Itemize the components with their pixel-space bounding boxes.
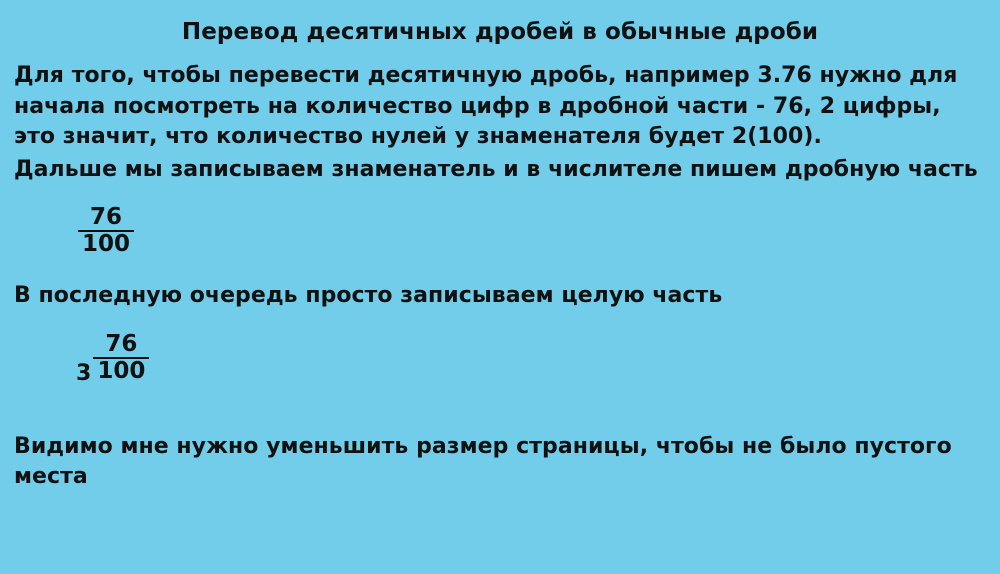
paragraph-whole-part-step: В последную очередь просто записываем целую часть xyxy=(14,283,723,308)
fraction-example-2 xyxy=(14,322,986,394)
fraction-1 xyxy=(78,206,134,256)
fraction-example-1 xyxy=(14,195,986,267)
paragraph-intro: Для того, чтобы перевести десятичную дробь, например 3.76 нужно для начала посмотреть на количество цифр в дробной части - 76, 2 цифры, это значит, что количество нулей у знаменателя будет 2(100). xyxy=(14,63,958,149)
fraction-1-denominator: 100 xyxy=(82,231,131,257)
paragraph-denominator-step: Дальше мы записываем знаменатель и в числителе пишем дробную часть xyxy=(14,156,978,182)
paragraph-note: Видимо мне нужно уменьшить размер страницы, чтобы не было пустого места xyxy=(14,433,952,489)
fraction-1-numerator: 76 xyxy=(90,204,123,230)
fraction-2-numerator: 76 xyxy=(105,330,138,357)
spacer xyxy=(14,394,986,412)
fraction-2-denominator: 100 xyxy=(97,357,146,384)
fraction-2-whole-part: 3 xyxy=(76,360,92,386)
page-title: Перевод десятичных дробей в обычные дроби xyxy=(181,19,819,45)
fraction-2 xyxy=(93,330,149,384)
